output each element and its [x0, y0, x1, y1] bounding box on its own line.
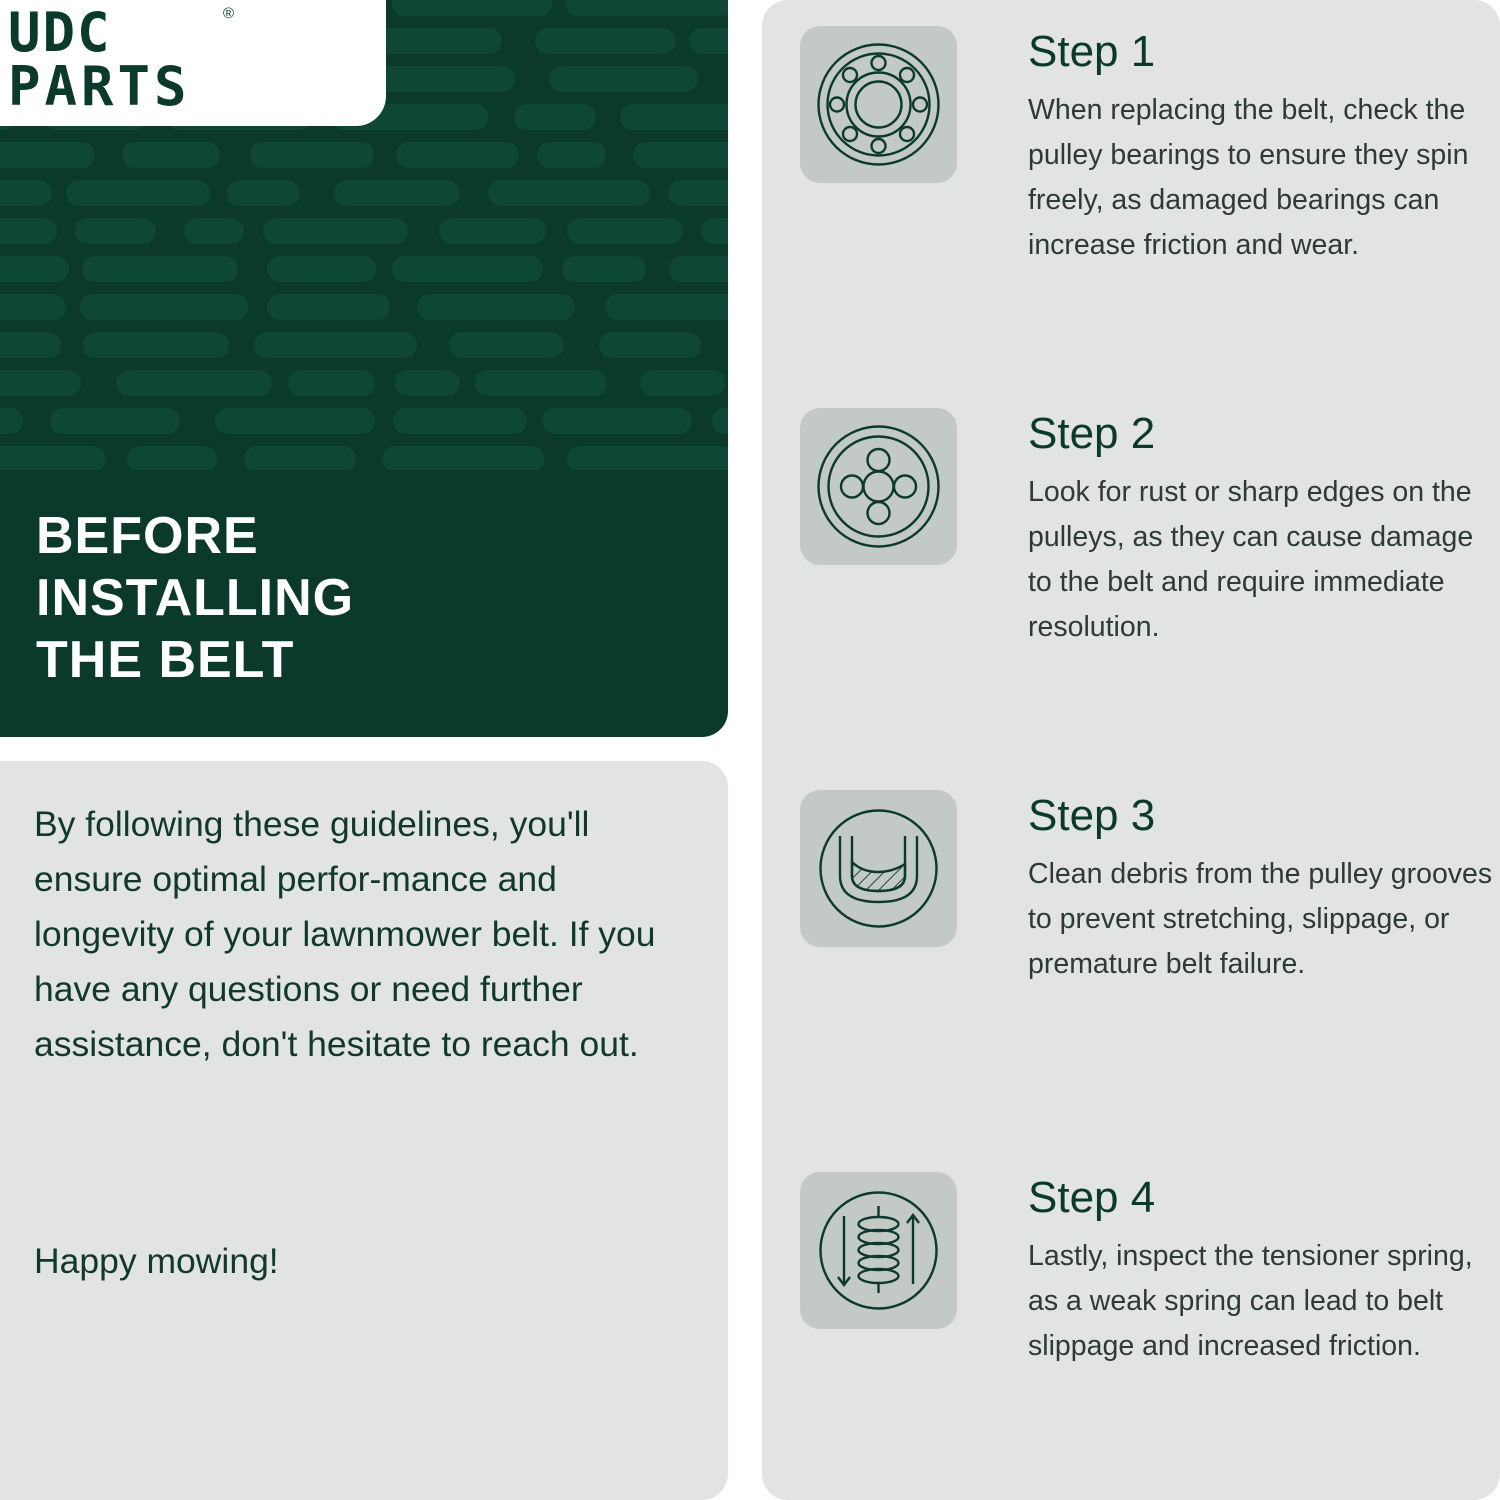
registered-mark: ® — [223, 5, 235, 22]
step-3-description: Clean debris from the pulley grooves to prevent stretching, slippage, or premature belt failure. — [1028, 858, 1493, 980]
brand-logo-line2: PARTS — [8, 55, 191, 118]
left-column — [0, 0, 728, 1500]
hero-title — [36, 505, 354, 691]
step-2-description: Look for rust or sharp edges on the pulleys, as they can cause damage to the belt and require immediate resolution. — [1028, 476, 1474, 643]
pulley-groove-debris-icon — [800, 790, 957, 947]
closing-note-card — [0, 761, 728, 1500]
steps-panel — [762, 0, 1500, 1500]
ball-bearing-icon — [800, 26, 957, 183]
hero-title-line-3: THE BELT — [36, 631, 295, 689]
step-1-description: When replacing the belt, check the pulley bearings to ensure they spin freely, as damaged bearings can increase friction and wear. — [1028, 94, 1469, 261]
brand-logo-line1: UDC — [8, 1, 112, 64]
hero-panel — [0, 0, 728, 737]
step-4-title: Step 4 — [1028, 1173, 1156, 1222]
step-2-text — [1028, 408, 1498, 650]
hero-title-line-1: BEFORE — [36, 507, 259, 565]
closing-note-body: By following these guidelines, you'll ensure optimal perfor-mance and longevity of your lawnmower belt. If you have any questions or need further assistance, don't hesitate to reach out. — [34, 804, 656, 1064]
step-2-title: Step 2 — [1028, 409, 1156, 458]
pulley-face-icon — [800, 408, 957, 565]
step-1-title: Step 1 — [1028, 27, 1156, 76]
step-4-text — [1028, 1172, 1498, 1369]
closing-note-signoff: Happy mowing! — [34, 1241, 279, 1281]
step-4-description: Lastly, inspect the tensioner spring, as a weak spring can lead to belt slippage and increased friction. — [1028, 1240, 1473, 1362]
step-3-text — [1028, 790, 1498, 987]
step-3-title: Step 3 — [1028, 791, 1156, 840]
step-1-text — [1028, 26, 1498, 268]
brand-logo-text — [8, 1, 191, 118]
brand-logo-plate — [0, 0, 386, 126]
tension-spring-icon — [800, 1172, 957, 1329]
hero-title-line-2: INSTALLING — [36, 569, 355, 627]
